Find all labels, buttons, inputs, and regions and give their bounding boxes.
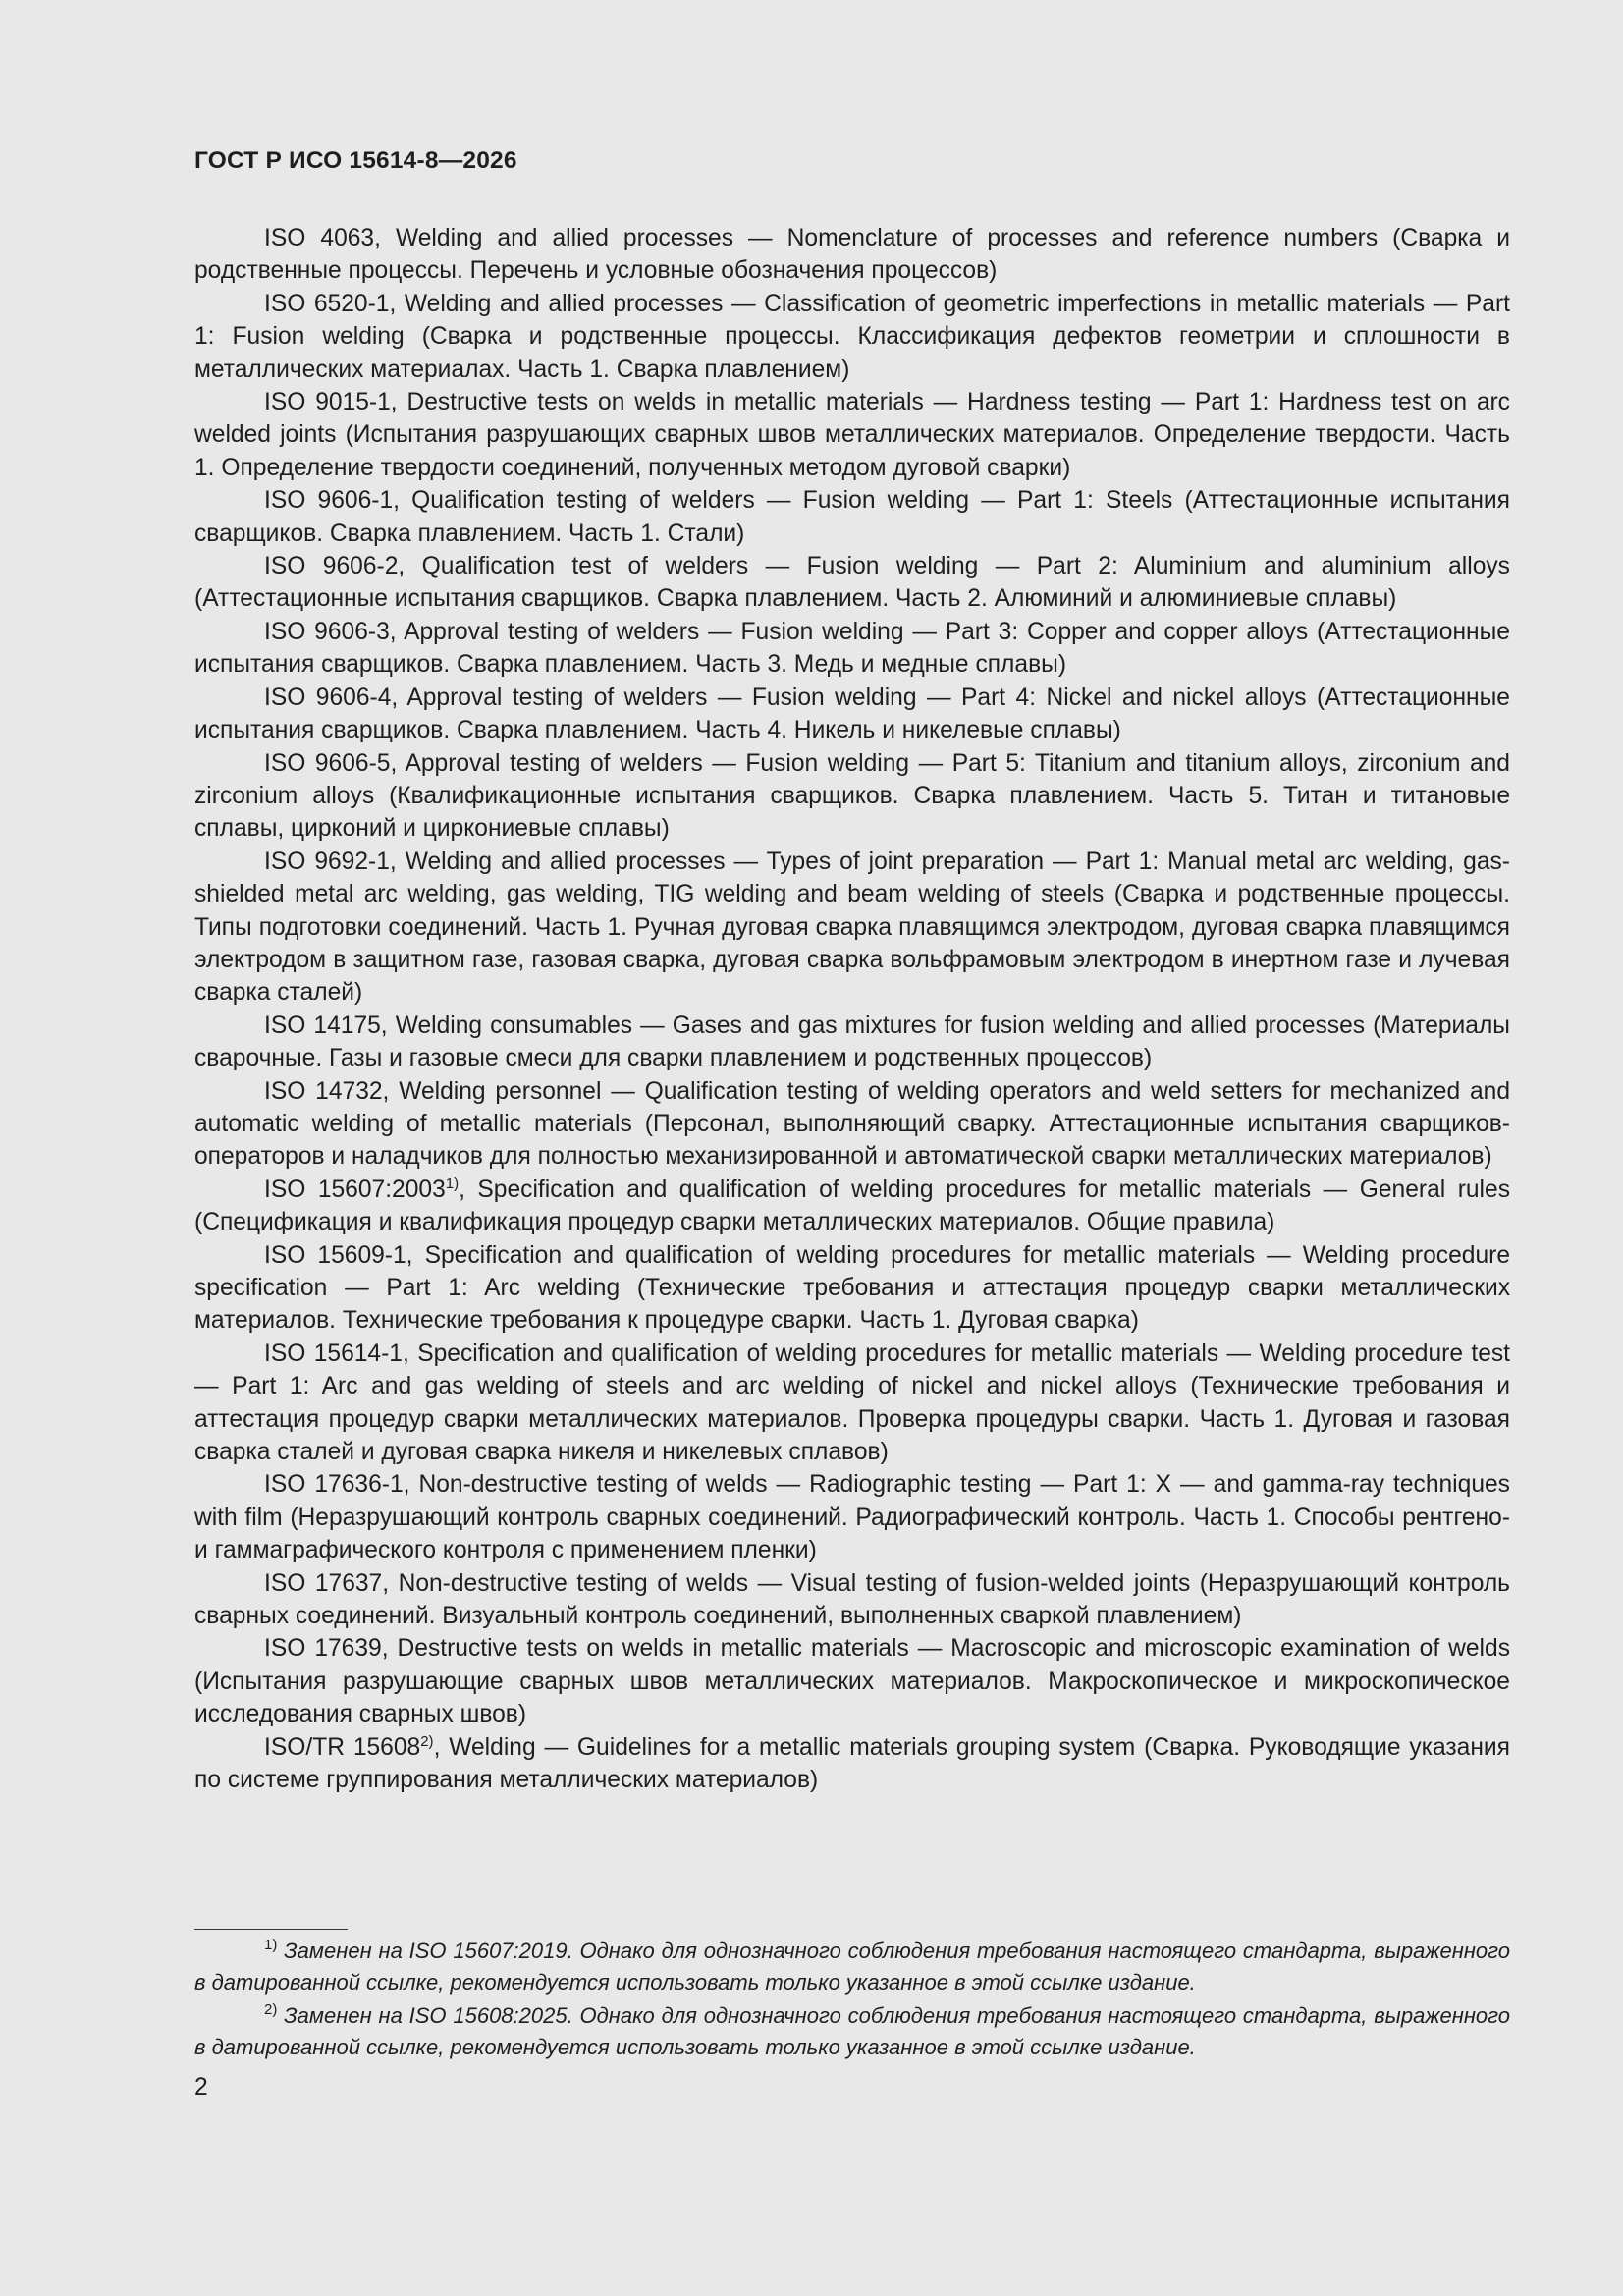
footnote-mark: 1) [264,1937,278,1953]
reference-code: ISO 9606-3, [264,618,397,645]
reference-code: ISO 17636-1, [264,1471,410,1499]
reference-item [194,550,1510,616]
reference-code: ISO 14732, [264,1077,390,1105]
footnote-separator [194,1929,348,1930]
reference-item [194,846,1510,1010]
page-number: 2 [194,2074,208,2101]
reference-item [194,1731,1510,1797]
reference-text: Non-destructive testing of welds — Radiographic testing — Part 1: X — and gamma-ray techniques with film (Неразрушающий контроль сварных соединений. Радиографический контроль. Часть 1. Способы рентгено- и гаммаграфического контроля с применением пленки) [194,1471,1510,1564]
footnote-text: Заменен на ISO 15608:2025. Однако для однозначного соблюдения требования настоящего стандарта, выраженного в датированной ссылке, рекомендуется использовать только указанное в этой ссылке издание. [194,2003,1510,2059]
reference-code: ISO/TR 15608 [264,1733,421,1761]
footnote-marker: 2) [420,1732,434,1750]
reference-text: Approval testing of welders — Fusion welding — Part 5: Titanium and titanium alloys, zirconium and zirconium alloys (Квалификационные испытания сварщиков. Сварка плавлением. Часть 5. Титан и титановые сплавы, цирконий и циркониевые сплавы) [194,749,1510,843]
footnote-mark: 2) [264,2001,278,2018]
reference-code: ISO 9606-5, [264,749,398,777]
reference-text: , Welding — Guidelines for a metallic materials grouping system (Сварка. Руководящие указания по системе группирования металлических материалов) [194,1733,1510,1794]
reference-item [194,616,1510,682]
reference-text: , Specification and qualification of welding procedures for metallic materials — General rules (Спецификация и квалификация процедур сварки металлических материалов. Общие правила) [194,1175,1510,1236]
reference-text: Specification and qualification of welding procedures for metallic materials — Welding procedure specification — Part 1: Arc welding (Технические требования и аттестация процедур сварки металлических материалов. Технические требования к процедуре сварки. Часть 1. Дуговая сварка) [194,1241,1511,1335]
page-header-standard: ГОСТ Р ИСО 15614-8—2026 [194,147,517,174]
reference-code: ISO 9692-1, [264,847,397,875]
reference-item [194,288,1510,386]
reference-item [194,222,1510,288]
reference-text: Qualification test of welders — Fusion welding — Part 2: Aluminium and aluminium alloys (Аттестационные испытания сварщиков. Сварка плавлением. Часть 2. Алюминий и алюминиевые сплавы) [194,553,1510,613]
reference-code: ISO 15614-1, [264,1339,409,1367]
reference-code: ISO 4063, [264,225,381,251]
reference-item [194,1632,1510,1730]
reference-item [194,1468,1510,1566]
reference-text: Specification and qualification of welding procedures for metallic materials — Welding procedure test — Part 1: Arc and gas welding of steels and arc welding of nickel and nickel alloys (Технические требования и аттестация процедур сварки металлических материалов. Проверка процедуры сварки. Часть 1. Дуговая и газовая сварка сталей и дуговая сварка никеля и никелевых сплавов) [194,1339,1510,1466]
reference-code: ISO 6520-1, [264,290,397,317]
reference-item [194,1174,1510,1239]
reference-code: ISO 15607:2003 [264,1175,446,1203]
reference-item [194,747,1510,846]
reference-code: ISO 9606-2, [264,553,406,580]
reference-text: Welding and allied processes — Nomenclature of processes and reference numbers (Сварка и родственные процессы. Перечень и условные обозначения процессов) [194,225,1510,285]
reference-item [194,1338,1510,1469]
reference-text: Welding and allied processes — Classification of geometric imperfections in metallic materials — Part 1: Fusion welding (Сварка и родственные процессы. Классификация дефектов геометрии и сплошности в металлических материалах. Часть 1. Сварка плавлением) [194,290,1510,383]
reference-item [194,1239,1510,1338]
reference-code: ISO 17639, [264,1635,389,1663]
reference-code: ISO 9606-1, [264,487,400,515]
reference-text: Approval testing of welders — Fusion welding — Part 4: Nickel and nickel alloys (Аттестационные испытания сварщиков. Сварка плавлением. Часть 4. Никель и никелевые сплавы) [194,683,1510,744]
reference-item [194,1567,1510,1633]
reference-text: Approval testing of welders — Fusion welding — Part 3: Copper and copper alloys (Аттестационные испытания сварщиков. Сварка плавлением. Часть 3. Медь и медные сплавы) [194,618,1510,679]
reference-text: Destructive tests on welds in metallic materials — Hardness testing — Part 1: Hardness test on arc welded joints (Испытания разрушающих сварных швов металлических материалов. Определение твердости. Часть 1. Определение твердости соединений, полученных методом дуговой сварки) [194,389,1510,481]
footnote-item [194,1936,1510,1997]
footnote-text: Заменен на ISO 15607:2019. Однако для однозначного соблюдения требования настоящего стандарта, выраженного в датированной ссылке, рекомендуется использовать только указанное в этой ссылке издание. [194,1939,1510,1995]
reference-item [194,1010,1510,1075]
reference-code: ISO 9015-1, [264,389,398,416]
reference-code: ISO 15609-1, [264,1241,413,1269]
reference-item [194,1075,1510,1174]
reference-text: Qualification testing of welders — Fusion welding — Part 1: Steels (Аттестационные испытания сварщиков. Сварка плавлением. Часть 1. Стали) [194,487,1510,547]
reference-text: Destructive tests on welds in metallic materials — Macroscopic and microscopic examination of welds (Испытания разрушающие сварных швов металлических материалов. Макроскопическое и микроскопическое исследования сварных швов) [194,1635,1510,1728]
footnote-item [194,2000,1510,2062]
reference-text: Non-destructive testing of welds — Visual testing of fusion-welded joints (Неразрушающий контроль сварных соединений. Визуальный контроль соединений, выполненных сваркой плавлением) [194,1569,1510,1630]
reference-text: Welding and allied processes — Types of joint preparation — Part 1: Manual metal arc welding, gas-shielded metal arc welding, gas welding, TIG welding and beam welding of steels (Сварка и родственные процессы. Типы подготовки соединений. Часть 1. Ручная дуговая сварка плавящимся электродом, дуговая сварка плавящимся электродом в защитном газе, газовая сварка, дуговая сварка вольфрамовым электродом в инертном газе и лучевая сварка сталей) [194,847,1510,1007]
reference-code: ISO 17637, [264,1569,390,1597]
reference-item [194,682,1510,747]
normative-references-list [194,222,1510,1797]
footnote-marker: 1) [445,1175,460,1192]
footnotes [194,1936,1510,2065]
reference-item [194,484,1510,550]
reference-text: Welding consumables — Gases and gas mixtures for fusion welding and allied processes (Материалы сварочные. Газы и газовые смеси для сварки плавлением и родственных процессов) [194,1011,1510,1072]
reference-item [194,386,1510,484]
reference-code: ISO 9606-4, [264,683,399,711]
reference-text: Welding personnel — Qualification testing of welding operators and weld setters for mechanized and automatic welding of metallic materials (Персонал, выполняющий сварку. Аттестационные испытания сварщиков-операторов и наладчиков для полностью механизированной и автоматической сварки металлических материалов) [194,1077,1510,1171]
reference-code: ISO 14175, [264,1011,388,1039]
